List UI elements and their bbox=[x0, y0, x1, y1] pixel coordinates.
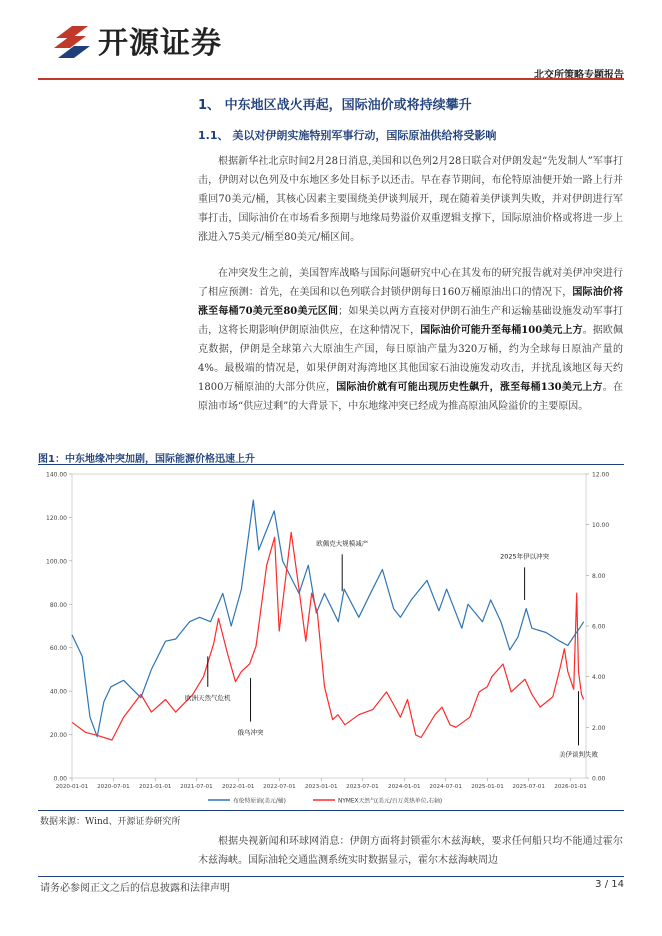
figure-bottom-rule bbox=[38, 810, 624, 811]
y-left-tick-label: 0.00 bbox=[53, 775, 67, 783]
y-left-tick-label: 140.00 bbox=[46, 471, 67, 479]
x-tick-label: 2021-07-01 bbox=[180, 784, 213, 790]
logo-text: 开源证券 bbox=[98, 26, 222, 61]
x-tick-label: 2025-07-01 bbox=[512, 784, 545, 790]
x-tick-label: 2021-01-01 bbox=[138, 784, 172, 790]
y-right-tick-label: 0.00 bbox=[592, 775, 606, 783]
series-line bbox=[72, 532, 584, 740]
y-right-tick-label: 2.00 bbox=[592, 724, 606, 732]
subsection-heading: 1.1、 美以对伊朗实施特别军事行动，国际原油供给将受影响 bbox=[198, 129, 497, 142]
y-right-tick-label: 8.00 bbox=[592, 572, 606, 580]
x-tick-label: 2023-07-01 bbox=[346, 784, 379, 790]
paragraph-text-segment: ；如果美以两方直接对伊朗石油生产和运输基础设施发动军事打击，这将长期影响伊朗原油供应，在这种情况下， bbox=[198, 306, 624, 336]
bold-key-statement: 国际油价就有可能出现历史性飙升，涨至每桶130美元上方 bbox=[336, 382, 603, 393]
x-tick-label: 2020-07-01 bbox=[97, 784, 130, 790]
x-tick-label: 2025-01-01 bbox=[471, 784, 504, 790]
section-heading: 1、 中东地区战火再起，国际油价或将持续攀升 bbox=[198, 98, 472, 113]
x-tick-label: 2022-01-01 bbox=[221, 784, 255, 790]
x-tick-label: 2024-01-01 bbox=[388, 784, 421, 790]
page-number: 3 / 14 bbox=[595, 879, 624, 890]
legend-label: NYMEX天然气(美元/百万英热单位,右轴) bbox=[338, 798, 443, 805]
annotation-label: 欧佩克大规模减产 bbox=[316, 539, 369, 548]
plot-frame bbox=[72, 474, 586, 778]
paragraph-text-segment: 。据欧佩克数据，伊朗是全球第六大原油生产国，每日原油产量为320万桶，约为全球每日原油产量的4%。最极端的情况是，如果伊朗对海湾地区其他国家石油设施发动攻击，并扰乱该地区每天约1800万桶原油的大部分供应， bbox=[198, 325, 624, 393]
y-right-tick-label: 12.00 bbox=[592, 471, 610, 479]
x-tick-label: 2023-01-01 bbox=[305, 784, 338, 790]
y-right-tick-label: 6.00 bbox=[592, 623, 606, 631]
paragraph-1: 根据新华社北京时间2月28日消息,美国和以色列2月28日联合对伊朗发起“先发制人”军事打击，伊朗对以色列及中东地区多处目标予以还击。早在春节期间，布伦特原油便开始一路上行并重回70美元/桶，其核心因素主要围绕美伊谈判展开，现在随着美伊谈判失败，并对伊朗进行军事打击，国际油价在市场看多预期与地缘局势溢价双重逻辑支撑下，国际原油价格或将进一步上涨进入75美元/桶至80美元/桶区间。 bbox=[198, 156, 623, 243]
y-left-tick-label: 40.00 bbox=[49, 688, 67, 696]
x-tick-label: 2026-01-01 bbox=[554, 784, 587, 790]
annotation-label: 美伊谈判失败 bbox=[558, 750, 598, 759]
y-left-tick-label: 60.00 bbox=[49, 645, 67, 653]
logo-icon bbox=[52, 20, 92, 62]
legend-label: 布伦特原油(美元/桶) bbox=[233, 798, 286, 805]
figure-top-rule bbox=[38, 464, 624, 465]
footer-disclaimer: 请务必参阅正文之后的信息披露和法律声明 bbox=[40, 883, 230, 894]
y-left-tick-label: 120.00 bbox=[46, 514, 67, 522]
bold-key-statement: 国际油价可能升至每桶100美元上方 bbox=[420, 325, 583, 336]
paragraph-3: 根据央视新闻和环球网消息：伊朗方面将封锁霍尔木兹海峡，要求任何船只均不能通过霍尔木兹海峡。国际油轮交通监测系统实时数据显示，霍尔木兹海峡周边 bbox=[198, 836, 623, 866]
price-chart bbox=[38, 466, 624, 811]
y-left-tick-label: 80.00 bbox=[49, 601, 67, 609]
paragraph-2 bbox=[198, 264, 623, 416]
y-left-tick-label: 20.00 bbox=[49, 732, 67, 740]
report-type-title: 北交所策略专题报告 bbox=[534, 70, 624, 81]
figure-title: 图1：中东地缘冲突加剧，国际能源价格迅速上升 bbox=[38, 454, 255, 465]
figure-source: 数据来源：Wind、开源证券研究所 bbox=[40, 817, 181, 827]
paragraph-text-segment: 。在原油市场“供应过剩”的大背景下，中东地缘冲突已经成为推高原油风险溢价的主要原因。 bbox=[198, 382, 624, 412]
annotation-label: 2025年伊以冲突 bbox=[500, 552, 550, 561]
y-right-tick-label: 4.00 bbox=[592, 674, 606, 682]
paragraph-text-segment: 在冲突发生之前，美国智库战略与国际问题研究中心在其发布的研究报告就对美伊冲突进行了相应预测：首先，在美国和以色列联合封锁伊朗每日160万桶原油出口的情况下， bbox=[198, 268, 623, 298]
x-tick-label: 2022-07-01 bbox=[263, 784, 296, 790]
y-right-tick-label: 10.00 bbox=[592, 522, 610, 530]
bold-key-statement: 国际油价将涨至每桶70美元至80美元区间 bbox=[198, 287, 623, 317]
annotation-label: 欧洲天然气危机 bbox=[185, 693, 231, 702]
x-tick-label: 2024-07-01 bbox=[429, 784, 462, 790]
x-tick-label: 2020-01-01 bbox=[55, 784, 89, 790]
footer-divider bbox=[38, 876, 624, 877]
annotation-label: 俄乌冲突 bbox=[237, 728, 264, 737]
y-left-tick-label: 100.00 bbox=[46, 558, 67, 566]
header-divider bbox=[38, 78, 624, 80]
